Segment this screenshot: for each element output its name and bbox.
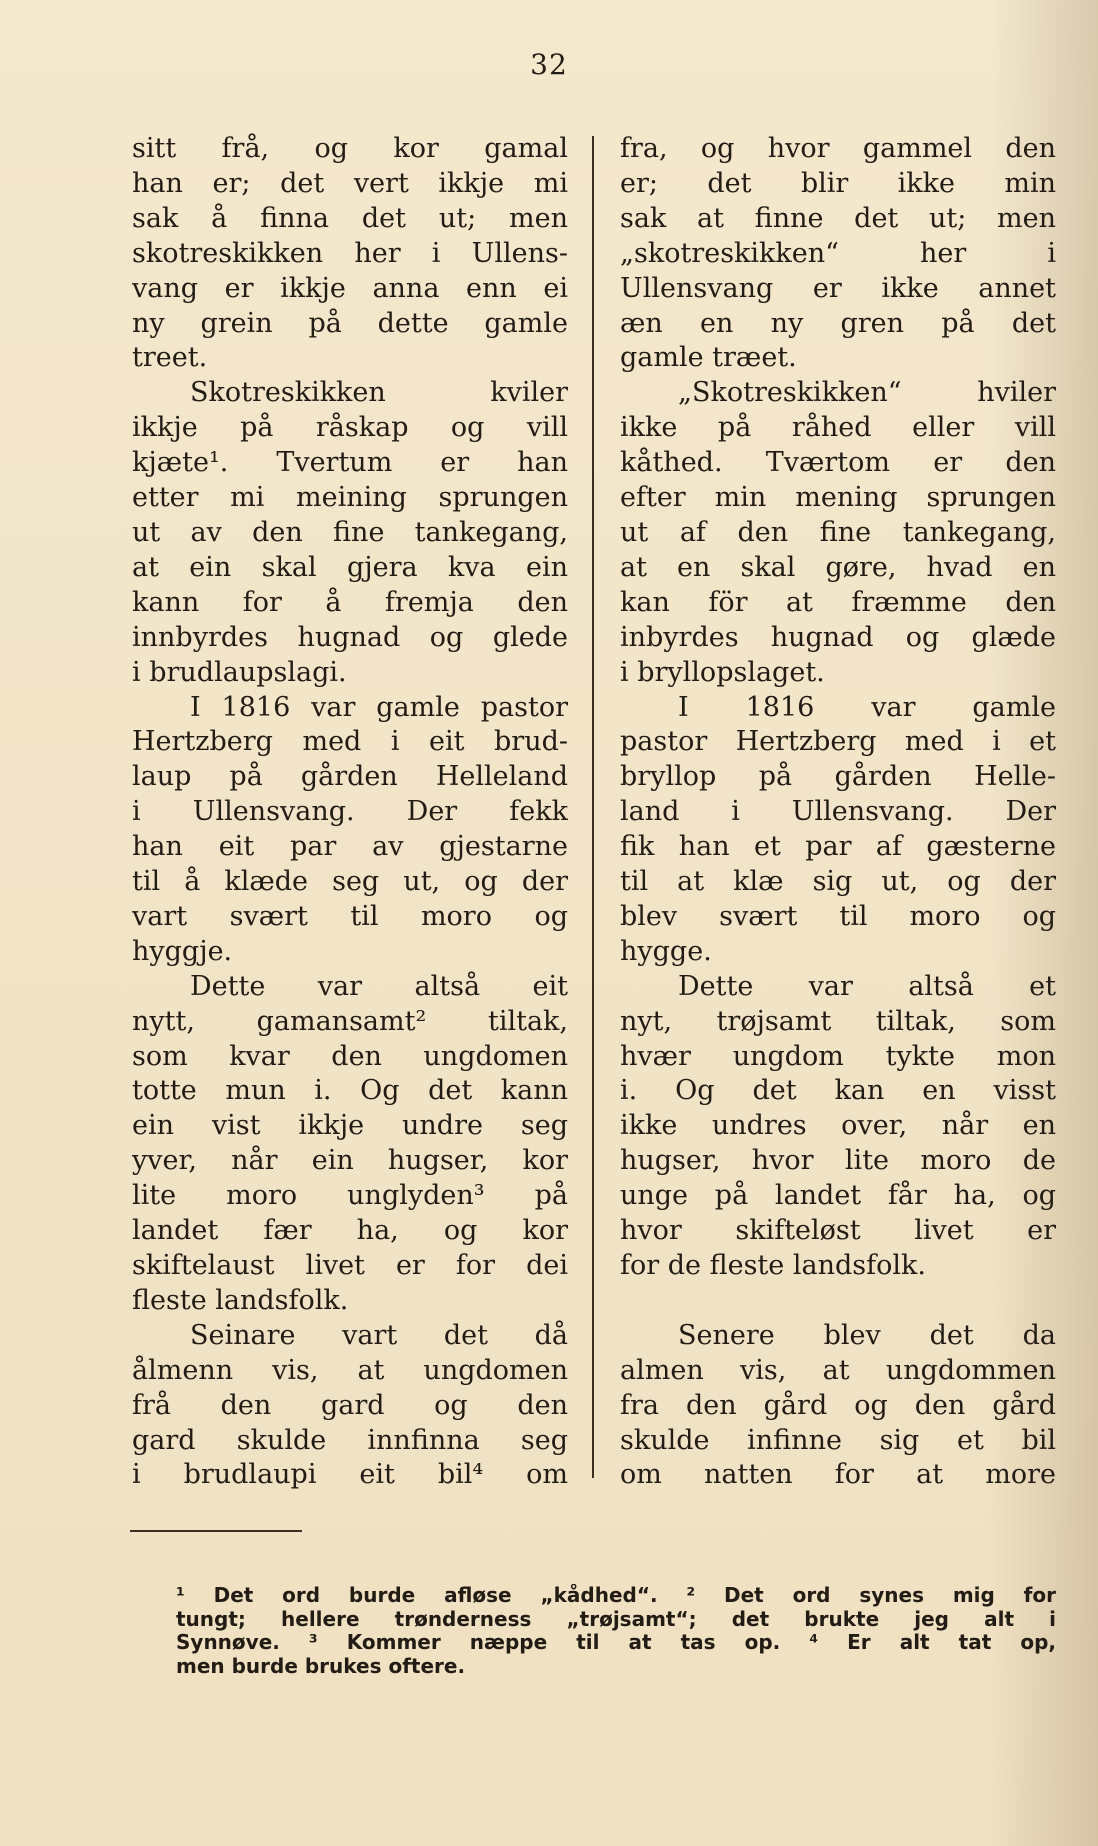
text-line: lite moro unglyden³ på	[132, 1180, 568, 1212]
text-line: til at klæ sig ut, og der	[620, 866, 1056, 898]
text-line: om natten for at more	[620, 1459, 1056, 1491]
footnote-line: Synnøve. ³ Kommer næppe til at tas op. ⁴ Er alt tat op,	[176, 1631, 1056, 1655]
text-line: blev svært til moro og	[620, 900, 1056, 932]
text-line: totte mun i. Og det kann	[132, 1075, 568, 1107]
paragraph-gap	[620, 1284, 1056, 1319]
text-line: unge på landet får ha, og	[620, 1180, 1056, 1212]
text-line: skulde infinne sig et bil	[620, 1424, 1056, 1456]
text-line: han er; det vert ikkje mi	[132, 167, 568, 199]
text-line: Dette var altså et	[678, 970, 1056, 1002]
text-line: fik han et par af gæsterne	[620, 831, 1056, 863]
text-line: almen vis, at ungdommen	[620, 1354, 1056, 1386]
page-number: 32	[530, 48, 568, 81]
footnotes	[176, 1584, 1056, 1678]
text-line: vang er ikkje anna enn ei	[132, 272, 568, 304]
text-line: i bryllopslaget.	[620, 656, 825, 688]
text-line: fra den gård og den gård	[620, 1389, 1056, 1421]
text-line: „Skotreskikken“ hviler	[678, 377, 1056, 409]
text-line: treet.	[132, 342, 208, 374]
text-line: innbyrdes hugnad og glede	[132, 621, 568, 653]
text-line: ut af den fine tankegang,	[620, 516, 1056, 548]
text-line: hvær ungdom tykte mon	[620, 1040, 1056, 1072]
footnote-rule	[130, 1530, 302, 1532]
text-line: gamle træet.	[620, 342, 797, 374]
text-line: ein vist ikkje undre seg	[132, 1110, 568, 1142]
right-column-danish	[620, 132, 1056, 1493]
text-line: hygge.	[620, 935, 712, 967]
text-line: i brudlaupslagi.	[132, 656, 347, 688]
text-line: I 1816 var gamle pastor	[190, 691, 568, 723]
text-line: er; det blir ikke min	[620, 167, 1056, 199]
text-line: Hertzberg med i eit brud-	[132, 726, 568, 758]
text-line: i Ullensvang. Der fekk	[132, 796, 568, 828]
footnote-line: tungt; hellere trønderness „trøjsamt“; det brukte jeg alt i	[176, 1607, 1056, 1631]
text-line: yver, når ein hugser, kor	[132, 1145, 568, 1177]
text-line: i brudlaupi eit bil⁴ om	[132, 1459, 568, 1491]
text-line: ut av den fine tankegang,	[132, 516, 568, 548]
text-line: sak å finna det ut; men	[132, 202, 568, 234]
text-line: ny grein på dette gamle	[132, 307, 568, 339]
text-line: hugser, hvor lite moro de	[620, 1145, 1056, 1177]
footnote-line: ¹ Det ord burde afløse „kådhed“. ² Det ord synes mig for	[176, 1584, 1056, 1607]
text-line: kjæte¹. Tvertum er han	[132, 447, 568, 479]
text-line: fra, og hvor gammel den	[620, 133, 1056, 164]
text-line: landet fær ha, og kor	[132, 1215, 568, 1247]
text-line: Ullensvang er ikke annet	[620, 272, 1056, 304]
text-line: sitt frå, og kor gamal	[132, 133, 568, 164]
text-line: ikkje på råskap og vill	[132, 412, 568, 444]
text-line: laup på gården Helleland	[132, 761, 568, 793]
text-line: inbyrdes hugnad og glæde	[620, 621, 1056, 653]
text-line: nytt, gamansamt² tiltak,	[132, 1005, 568, 1037]
text-line: pastor Hertzberg med i et	[620, 726, 1056, 758]
text-line: ålmenn vis, at ungdomen	[132, 1354, 568, 1386]
text-line: frå den gard og den	[132, 1389, 568, 1421]
text-line: kann for å fremja den	[132, 586, 568, 618]
text-line: nyt, trøjsamt tiltak, som	[620, 1005, 1056, 1037]
text-line: ikke undres over, når en	[620, 1110, 1056, 1142]
text-line: ikke på råhed eller vill	[620, 412, 1056, 444]
text-line: „skotreskikken“ her i	[620, 237, 1056, 269]
text-line: i. Og det kan en visst	[620, 1075, 1056, 1107]
text-line: skiftelaust livet er for dei	[132, 1250, 568, 1281]
text-line: bryllop på gården Helle-	[620, 761, 1056, 793]
text-line: til å klæde seg ut, og der	[132, 866, 568, 898]
text-line: for de fleste landsfolk.	[620, 1250, 926, 1281]
text-line: I 1816 var gamle	[678, 691, 1056, 723]
text-line: fleste landsfolk.	[132, 1284, 349, 1316]
left-column-nynorsk	[132, 132, 568, 1493]
text-line: sak at finne det ut; men	[620, 202, 1056, 234]
text-line: land i Ullensvang. Der	[620, 796, 1056, 828]
text-line: som kvar den ungdomen	[132, 1040, 568, 1072]
text-line: hvor skifteløst livet er	[620, 1215, 1056, 1247]
text-line: efter min mening sprungen	[620, 482, 1056, 514]
text-line: at ein skal gjera kva ein	[132, 551, 568, 583]
footnote-line: men burde brukes oftere.	[176, 1654, 466, 1678]
text-line: kåthed. Tværtom er den	[620, 447, 1056, 479]
text-line: etter mi meining sprungen	[132, 482, 568, 514]
text-line: Dette var altså eit	[190, 970, 568, 1002]
text-line: æn en ny gren på det	[620, 307, 1056, 339]
text-line: han eit par av gjestarne	[132, 831, 568, 863]
column-divider	[592, 136, 594, 1478]
text-line: Skotreskikken kviler	[190, 377, 568, 409]
text-line: gard skulde innfinna seg	[132, 1424, 568, 1456]
text-line: Senere blev det da	[678, 1319, 1056, 1351]
text-line: hyggje.	[132, 935, 233, 967]
text-line: vart svært til moro og	[132, 900, 568, 932]
text-line: kan för at fræmme den	[620, 586, 1056, 618]
text-line: at en skal gøre, hvad en	[620, 551, 1056, 583]
text-line: skotreskikken her i Ullens-	[132, 237, 568, 269]
text-line: Seinare vart det då	[190, 1319, 568, 1351]
